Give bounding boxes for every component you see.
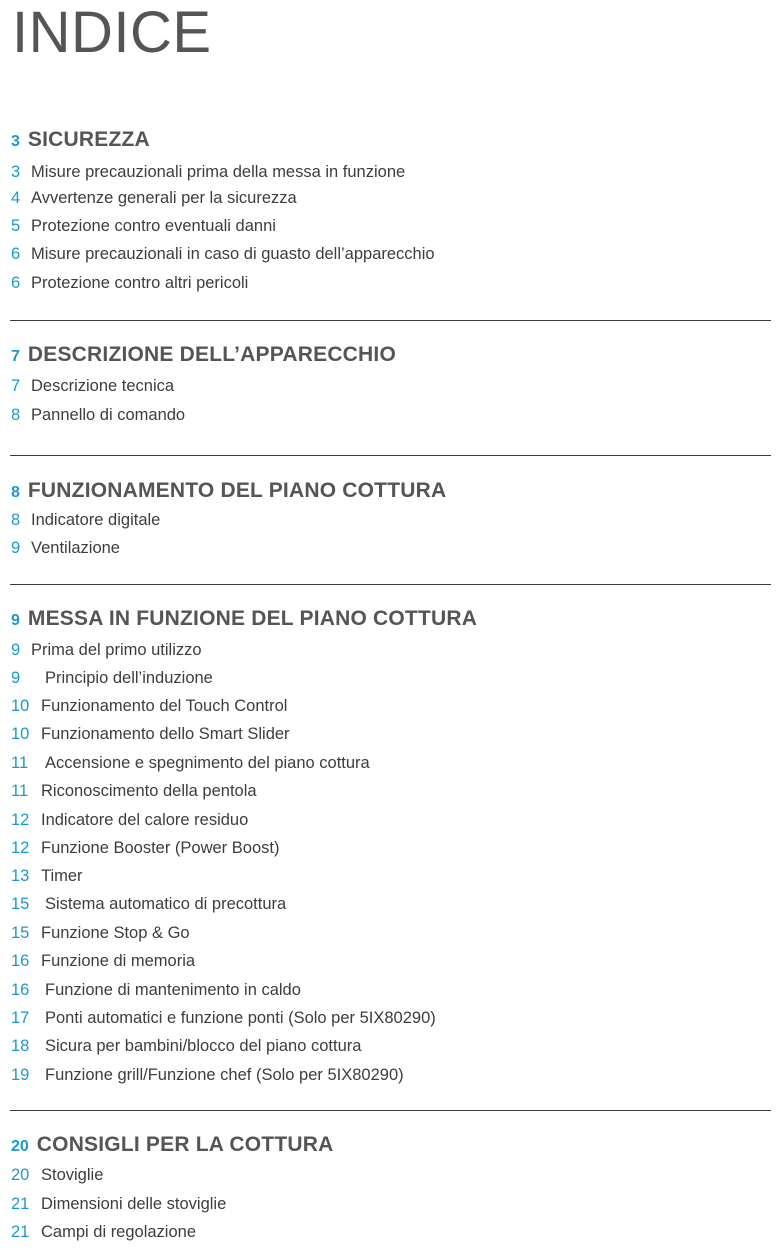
- toc-entry[interactable]: [11, 1034, 361, 1058]
- entry-title: Misure precauzionali prima della messa in funzione: [31, 162, 406, 181]
- toc-entry[interactable]: [11, 271, 248, 295]
- toc-entry[interactable]: [11, 214, 276, 238]
- section-page-number: 7: [11, 348, 20, 365]
- entry-title: Prima del primo utilizzo: [31, 640, 202, 659]
- entry-page-number: 4: [11, 188, 21, 207]
- entry-page-number: 9: [11, 538, 21, 557]
- entry-page-number: 20: [11, 1165, 30, 1184]
- toc-entry[interactable]: [11, 949, 195, 973]
- toc-entry[interactable]: [11, 864, 83, 888]
- section-heading[interactable]: [11, 125, 150, 155]
- entry-page-number: 18: [11, 1036, 30, 1055]
- entry-title: Sistema automatico di precottura: [45, 894, 287, 913]
- entry-page-number: 16: [11, 951, 30, 970]
- entry-page-number: 8: [11, 510, 21, 529]
- section-page-number: 20: [11, 1138, 29, 1155]
- entry-title: Funzione di mantenimento in caldo: [45, 980, 301, 999]
- entry-title: Principio dell’induzione: [45, 668, 213, 687]
- entry-title: Accensione e spegnimento del piano cottura: [45, 753, 370, 772]
- toc-entry[interactable]: [11, 1006, 436, 1030]
- entry-title: Indicatore digitale: [31, 510, 161, 529]
- entry-title: Timer: [41, 866, 83, 885]
- toc-entry[interactable]: [11, 1163, 103, 1187]
- toc-entry[interactable]: [11, 508, 160, 532]
- entry-title: Funzione grill/Funzione chef (Solo per 5IX80290): [45, 1065, 404, 1084]
- entry-page-number: 5: [11, 216, 21, 235]
- section-divider: [10, 455, 771, 456]
- toc-entry[interactable]: [11, 638, 202, 662]
- entry-title: Sicura per bambini/blocco del piano cottura: [45, 1036, 362, 1055]
- page-title: INDICE: [12, 0, 212, 65]
- entry-title: Funzione Stop & Go: [41, 923, 190, 942]
- section-title: SICUREZZA: [27, 128, 150, 151]
- entry-title: Funzione Booster (Power Boost): [41, 838, 280, 857]
- entry-title: Funzionamento del Touch Control: [41, 696, 288, 715]
- entry-page-number: 15: [11, 923, 30, 942]
- toc-entry[interactable]: [11, 978, 301, 1002]
- entry-title: Avvertenze generali per la sicurezza: [31, 188, 297, 207]
- section-title: DESCRIZIONE DELL’APPARECCHIO: [27, 343, 396, 366]
- entry-page-number: 21: [11, 1194, 30, 1213]
- entry-page-number: 9: [11, 640, 21, 659]
- section-page-number: 3: [11, 133, 20, 150]
- entry-page-number: 15: [11, 894, 30, 913]
- entry-page-number: 21: [11, 1222, 30, 1241]
- toc-entry[interactable]: [11, 186, 297, 210]
- entry-page-number: 19: [11, 1065, 30, 1084]
- entry-page-number: 8: [11, 405, 21, 424]
- toc-entry[interactable]: [11, 1192, 226, 1216]
- entry-title: Protezione contro eventuali danni: [31, 216, 276, 235]
- section-page-number: 8: [11, 484, 20, 501]
- toc-entry[interactable]: [11, 374, 174, 398]
- entry-page-number: 3: [11, 162, 21, 181]
- section-divider: [10, 584, 771, 585]
- section-heading[interactable]: [11, 340, 396, 370]
- entry-page-number: 6: [11, 244, 21, 263]
- entry-title: Riconoscimento della pentola: [41, 781, 257, 800]
- toc-entry[interactable]: [11, 779, 257, 803]
- toc-entry[interactable]: [11, 892, 286, 916]
- section-title: FUNZIONAMENTO DEL PIANO COTTURA: [27, 479, 447, 502]
- toc-entry[interactable]: [11, 160, 405, 184]
- entry-page-number: 16: [11, 980, 30, 999]
- toc-entry[interactable]: [11, 536, 120, 560]
- toc-entry[interactable]: [11, 1220, 196, 1244]
- entry-title: Misure precauzionali in caso di guasto dell’apparecchio: [31, 244, 435, 263]
- entry-title: Funzione di memoria: [41, 951, 196, 970]
- entry-title: Funzionamento dello Smart Slider: [41, 724, 290, 743]
- toc-entry[interactable]: [11, 836, 279, 860]
- entry-title: Stoviglie: [41, 1165, 104, 1184]
- toc-entry[interactable]: [11, 403, 185, 427]
- entry-page-number: 12: [11, 810, 30, 829]
- entry-title: Descrizione tecnica: [31, 376, 175, 395]
- toc-entry[interactable]: [11, 722, 290, 746]
- toc-entry[interactable]: [11, 808, 248, 832]
- entry-page-number: 11: [11, 753, 29, 772]
- entry-title: Dimensioni delle stoviglie: [41, 1194, 227, 1213]
- section-heading[interactable]: [11, 476, 446, 506]
- toc-entry[interactable]: [11, 242, 435, 266]
- toc-entry[interactable]: [11, 1063, 404, 1087]
- entry-page-number: 6: [11, 273, 21, 292]
- entry-title: Ponti automatici e funzione ponti (Solo per 5IX80290): [45, 1008, 436, 1027]
- entry-page-number: 10: [11, 724, 30, 743]
- entry-title: Ventilazione: [31, 538, 120, 557]
- entry-page-number: 9: [11, 668, 21, 687]
- toc-entry[interactable]: [11, 751, 370, 775]
- entry-page-number: 17: [11, 1008, 30, 1027]
- section-title: CONSIGLI PER LA COTTURA: [36, 1133, 334, 1156]
- entry-page-number: 7: [11, 376, 21, 395]
- section-divider: [10, 1110, 771, 1111]
- entry-page-number: 12: [11, 838, 30, 857]
- entry-page-number: 11: [11, 781, 29, 800]
- section-heading[interactable]: [11, 1130, 333, 1160]
- section-page-number: 9: [11, 612, 20, 629]
- entry-title: Pannello di comando: [31, 405, 186, 424]
- toc-entry[interactable]: [11, 694, 287, 718]
- section-heading[interactable]: [11, 604, 477, 634]
- entry-title: Indicatore del calore residuo: [41, 810, 249, 829]
- entry-page-number: 13: [11, 866, 30, 885]
- toc-entry[interactable]: [11, 921, 190, 945]
- entry-page-number: 10: [11, 696, 30, 715]
- entry-title: Campi di regolazione: [41, 1222, 197, 1241]
- entry-title: Protezione contro altri pericoli: [31, 273, 249, 292]
- toc-entry[interactable]: [11, 666, 213, 690]
- section-divider: [10, 320, 771, 321]
- section-title: MESSA IN FUNZIONE DEL PIANO COTTURA: [27, 607, 478, 630]
